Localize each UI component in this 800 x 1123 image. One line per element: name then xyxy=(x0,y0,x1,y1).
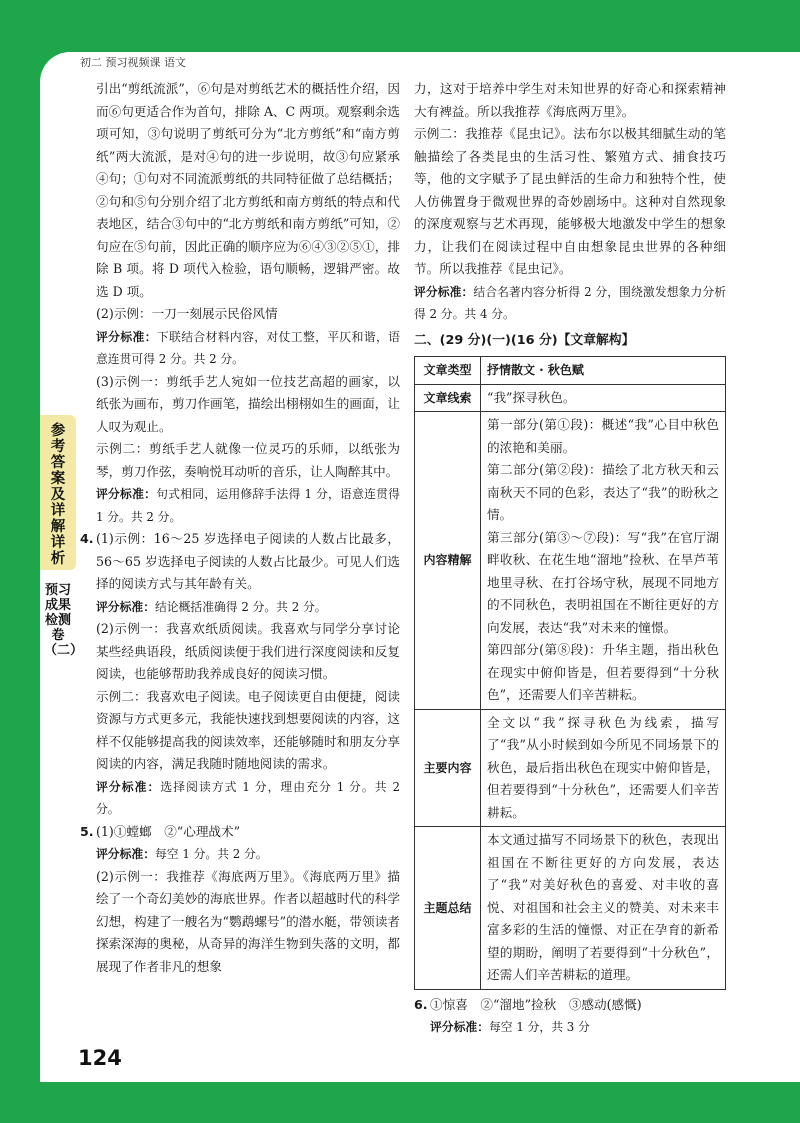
q3-2-answer: (2)示例：一刀一刻展示民俗风情 xyxy=(96,306,278,321)
part-two: 第二部分(第②段)：描绘了北方秋天和云南秋天不同的色彩，表达了“我”的盼秋之情。 xyxy=(487,462,719,522)
row-label: 主要内容 xyxy=(415,709,481,827)
left-column xyxy=(80,78,400,978)
q3-3-score: 评分标准：句式相同，运用修辞手法得 1 分，语意连贯得 1 分。共 2 分。 xyxy=(96,487,400,524)
right-column xyxy=(414,78,726,1039)
q3-3-example-2: 示例二：剪纸手艺人就像一位灵巧的乐师，以纸张为琴，剪刀作弦，奏响悦耳动听的音乐，让人陶醉其中。 xyxy=(96,441,400,479)
q5-1-score: 评分标准：每空 1 分。共 2 分。 xyxy=(96,847,268,861)
row-value: “我”探寻秋色。 xyxy=(481,384,726,412)
q5-2-example-1-cont: 力，这对于培养中学生对未知世界的好奇心和探索精神大有裨益。所以我推荐《海底两万里》。 xyxy=(414,81,726,119)
section-two-title: 二、(29 分)(一)(16 分)【文章解构】 xyxy=(414,332,635,348)
q6-answer: 6. ①惊喜 ②“溜地”捡秋 ③感动(感慨) xyxy=(414,996,642,1012)
q4-1-answer: 4. (1)示例：16～25 岁选择电子阅读的人数占比最多，56～65 岁选择电子阅读的人数占比最少。可见人们选择的阅读方式与其年龄有关。 xyxy=(80,531,400,591)
part-four: 第四部分(第⑧段)：升华主题，指出秋色在现实中俯仰皆是，但若要得到“十分秋色”，还需要人们辛苦耕耘。 xyxy=(487,642,719,702)
frame-corner xyxy=(40,52,70,82)
table-row xyxy=(415,827,726,990)
q4-1-score: 评分标准：结论概括准确得 2 分。共 2 分。 xyxy=(96,599,327,614)
part-one: 第一部分(第①段)：概述“我”心目中秋色的浓艳和美丽。 xyxy=(487,417,719,455)
row-label: 文章类型 xyxy=(415,357,481,385)
frame-top-bar xyxy=(0,0,800,52)
side-tab xyxy=(40,415,84,705)
row-label: 内容精解 xyxy=(415,412,481,710)
frame-bottom-bar xyxy=(0,1082,800,1123)
q4-2-example-1: (2)示例一：我喜欢纸质阅读。我喜欢与同学分享讨论某些经典语段，纸质阅读便于我们进行深度阅读和反复阅读，也能够帮助我养成良好的阅读习惯。 xyxy=(96,621,400,681)
q6-score: 评分标准：每空 1 分，共 3 分 xyxy=(430,1020,590,1034)
page-number: 124 xyxy=(78,1046,122,1070)
q5-1-answer: 5. (1)①螳螂 ②“心理战术” xyxy=(80,823,241,839)
q5-2-example-1: (2)示例一：我推荐《海底两万里》。《海底两万里》描绘了一个奇幻美妙的海底世界。作者以超越时代的科学幻想，构建了一艘名为“鹦鹉螺号”的潜水艇，带领读者探索深海的奥秘，从奇异的海洋生物到失落的文明，都展现了作者非凡的想象 xyxy=(96,868,400,974)
side-tab-primary: 参考答案及详解详析 xyxy=(50,423,66,567)
q5-2-score: 评分标准：结合名著内容分析得 2 分，围绕激发想象力分析得 2 分。共 4 分。 xyxy=(414,284,726,321)
q3-2-score: 评分标准：下联结合材料内容，对仗工整，平仄和谐，语意连贯可得 2 分。共 2 分。 xyxy=(96,329,400,366)
q3-1-explanation: 引出“剪纸流派”，⑥句是对剪纸艺术的概括性介绍，因而⑥句更适合作为首句，排除 A、C 两项。观察剩余选项可知，③句说明了剪纸可分为“北方剪纸”和“南方剪纸”两大流派，是对④句的进一步说明，故③句应紧承④句；①句对不同流派剪纸的共同特征做了总结概括；②句和⑤句分别介绍了北方剪纸和南方剪纸的特点和代表地区，结合③句中的“北方剪纸和南方剪纸”可知，②句应在⑤句前，因此正确的顺序应为⑥④③②⑤①，排除 B 项。将 D 项代入检验，语句顺畅，逻辑严密。故选 D 项。 xyxy=(96,81,400,299)
side-tab-secondary: 预习成果检测卷（二） xyxy=(44,583,84,658)
table-row xyxy=(415,384,726,412)
running-header: 初二 预习视频课 语文 xyxy=(80,56,186,69)
q4-2-example-2: 示例二：我喜欢电子阅读。电子阅读更自由便捷，阅读资源与方式更多元，我能快速找到想要阅读的内容，这样不仅能够提高我的阅读效率，还能够随时和朋友分享阅读的内容，满足我随时随地阅读的需求。 xyxy=(96,688,400,771)
row-value: 本文通过描写不同场景下的秋色，表现出祖国在不断往更好的方向发展，表达了“我”对美好秋色的喜爱、对丰收的喜悦、对祖国和社会主义的赞美、对未来丰富多彩的生活的憧憬、对正在孕育的新希望的期盼，阐明了若要得到“十分秋色”，还需人们辛苦耕耘的道理。 xyxy=(481,827,726,990)
table-row xyxy=(415,412,726,710)
part-three: 第三部分(第③～⑦段)：写“我”在官厅湖畔收秋、在花生地“溜地”捡秋、在旱芦苇地里寻秋、在打谷场守秋，展现不同地方的不同秋色，表明祖国在不断往更好的方向发展，表达“我”对未来的憧憬。 xyxy=(487,529,719,635)
article-analysis-table xyxy=(414,356,726,990)
q5-2-example-2: 示例二：我推荐《昆虫记》。法布尔以极其细腻生动的笔触描绘了各类昆虫的生活习性、繁殖方式、捕食技巧等，他的文字赋予了昆虫鲜活的生命力和独特个性，使人仿佛置身于微观世界的奇妙剧场中。这种对自然现象的深度观察与艺术再现，能够极大地激发中学生的想象力，让我们在阅读过程中自由想象昆虫世界的各种细节。所以我推荐《昆虫记》。 xyxy=(414,126,726,276)
row-value: 抒情散文 · 秋色赋 xyxy=(481,357,726,385)
row-value: 全文以“我”探寻秋色为线索，描写了“我”从小时候到如今所见不同场景下的秋色，最后指出秋色在现实中俯仰皆是，但若要得到“十分秋色”，还需要人们辛苦耕耘。 xyxy=(481,709,726,827)
row-value xyxy=(481,412,726,710)
table-row xyxy=(415,709,726,827)
row-label: 主题总结 xyxy=(415,827,481,990)
q3-3-example-1: (3)示例一：剪纸手艺人宛如一位技艺高超的画家，以纸张为画布，剪刀作画笔，描绘出栩栩如生的画面，让人叹为观止。 xyxy=(96,373,400,434)
q4-2-score: 评分标准：选择阅读方式 1 分，理由充分 1 分。共 2 分。 xyxy=(96,779,400,816)
table-row xyxy=(415,357,726,385)
frame-left-bar xyxy=(0,0,40,1123)
row-label: 文章线索 xyxy=(415,384,481,412)
